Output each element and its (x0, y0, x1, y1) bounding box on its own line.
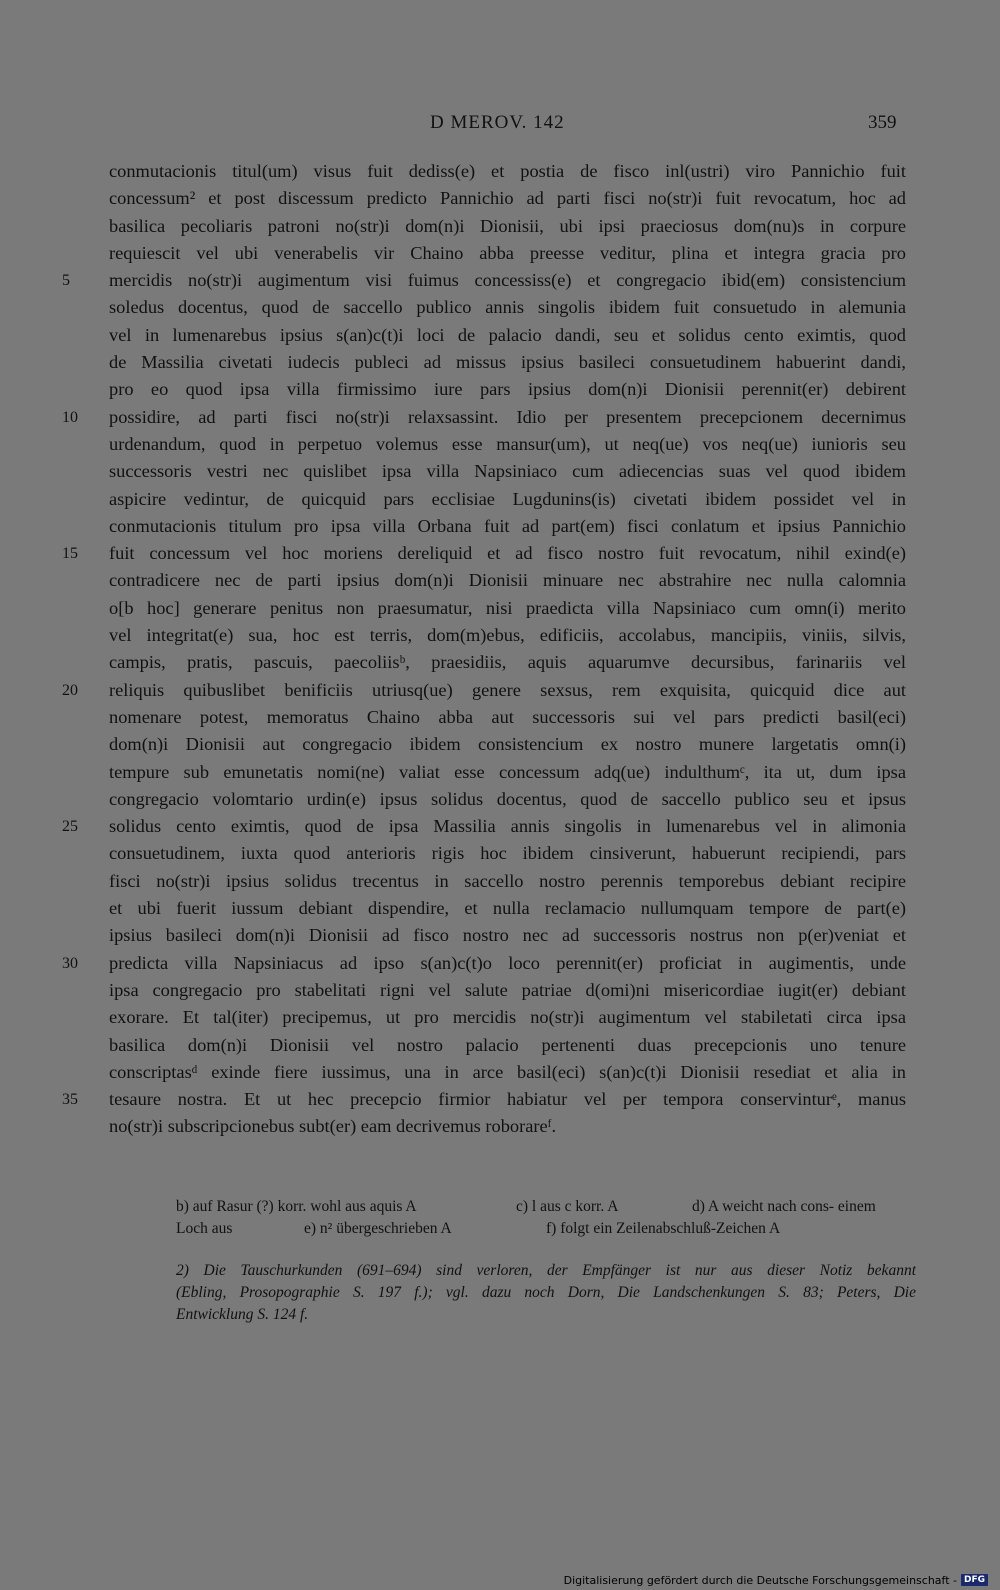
line-text: predicta villa Napsiniacus ad ipso s(an)c(t)o loco perennit(er) proficiat in augimentis, unde (109, 952, 906, 973)
text-line (0, 213, 1000, 240)
text-line (0, 950, 1000, 977)
line-text: nomenare potest, memoratus Chaino abba aut successoris sui vel pars predicti basil(eci) (109, 706, 906, 727)
apparatus-note-b: b) auf Rasur (?) korr. wohl aus aquis A (176, 1198, 417, 1215)
line-number: 30 (62, 954, 78, 972)
line-number: 25 (62, 818, 78, 836)
text-line (0, 759, 1000, 786)
text-line (0, 1113, 1000, 1140)
line-number: 35 (62, 1091, 78, 1109)
line-text: conmutacionis titulum pro ipsa villa Orbana fuit ad part(em) fisci conlatum et ipsius Pannichio (109, 515, 906, 536)
line-text: pro eo quod ipsa villa firmissimo iure pars ipsius dom(n)i Dionisii perennit(er) debirent (109, 379, 906, 400)
text-line (0, 349, 1000, 376)
page-number: 359 (868, 112, 897, 133)
line-text: basilica pecoliaris patroni no(str)i dom(n)i Dionisii, ubi ipsi praeciosus dom(nu)s in corpure (109, 215, 906, 236)
text-line (0, 649, 1000, 676)
line-text: basilica dom(n)i Dionisii vel nostro palacio pertenenti duas precepcionis uno tenure (109, 1034, 906, 1055)
text-line (0, 240, 1000, 267)
line-text: reliquis quibuslibet benificiis utriusq(ue) genere sexsus, rem exquisita, quicquid dice aut (109, 679, 906, 700)
line-text: mercidis no(str)i augimentum visi fuimus concessiss(e) et congregacio ibid(em) consistencium (109, 270, 906, 291)
line-text: no(str)i subscripcionebus subt(er) eam decrivemus roborareᶠ. (109, 1116, 557, 1137)
text-line (0, 458, 1000, 485)
text-line (0, 977, 1000, 1004)
line-text: dom(n)i Dionisii aut congregacio ibidem consistencium ex nostro munere largetatis omn(i) (109, 734, 906, 755)
line-text: tempure sub emunetatis nomi(ne) valiat esse concessum adq(ue) indulthumᶜ, ita ut, dum ipsa (109, 761, 906, 782)
footnote-line: Entwicklung S. 124 f. (176, 1306, 309, 1323)
line-number: 5 (62, 272, 70, 290)
line-text: contradicere nec de parti ipsius dom(n)i Dionisii minuare nec abstrahire nec nulla calomnia (109, 570, 906, 591)
text-line (0, 895, 1000, 922)
text-line (0, 322, 1000, 349)
line-text: tesaure nostra. Et ut hec precepcio firmior habiatur vel per tempora conservinturᵉ, manus (109, 1089, 906, 1110)
text-line (0, 158, 1000, 185)
text-line (0, 840, 1000, 867)
text-line (0, 1059, 1000, 1086)
text-line (0, 185, 1000, 212)
text-line (0, 622, 1000, 649)
line-text: congregacio volomtario urdin(e) ipsus solidus docentus, quod de saccello publico seu et ipsus (109, 788, 906, 809)
running-header (0, 112, 1000, 138)
apparatus-row-2 (176, 1218, 916, 1240)
line-text: soledus docentus, quod de saccello publico annis singolis ibidem fuit consuetudo in alemunia (109, 297, 906, 318)
apparatus-note-d: d) A weicht nach cons- einem (692, 1198, 876, 1215)
footnote (176, 1260, 916, 1326)
text-line (0, 431, 1000, 458)
text-line (0, 813, 1000, 840)
apparatus-note-f: f) folgt ein Zeilenabschluß-Zeichen A (546, 1220, 781, 1237)
text-line (0, 486, 1000, 513)
text-line (0, 294, 1000, 321)
text-line (0, 404, 1000, 431)
text-line (0, 1086, 1000, 1113)
footnote-line: (Ebling, Prosopographie S. 197 f.); vgl. dazu noch Dorn, Die Landschenkungen S. 83; Peters, Die (176, 1284, 916, 1301)
text-line (0, 513, 1000, 540)
text-line (0, 267, 1000, 294)
line-text: urdenandum, quod in perpetuo volemus esse mansur(um), ut neq(ue) vos neq(ue) iunioris seu (109, 433, 906, 454)
line-text: successoris vestri nec quislibet ipsa villa Napsiniaco cum adiecencias suas vel quod ibidem (109, 461, 906, 482)
apparatus-row-1 (176, 1196, 916, 1218)
line-text: concessum² et post discessum predicto Pannichio ad parti fisci no(str)i fuit revocatum, hoc ad (109, 188, 906, 209)
line-text: consuetudinem, iuxta quod anterioris rigis hoc ibidem cinsiverunt, habuerunt recipiendi, pars (109, 843, 906, 864)
text-line (0, 704, 1000, 731)
text-line (0, 922, 1000, 949)
text-line (0, 677, 1000, 704)
line-text: conscriptasᵈ exinde fiere iussimus, una in arce basil(eci) s(an)c(t)i Dionisii resediat et alia in (109, 1061, 906, 1082)
line-text: exorare. Et tal(iter) precipemus, ut pro mercidis no(str)i augimentum vel stabiletati circa ipsa (109, 1007, 906, 1028)
header-title: D MEROV. 142 (430, 112, 565, 133)
text-line (0, 376, 1000, 403)
text-line (0, 731, 1000, 758)
line-text: requiescit vel ubi venerabelis vir Chaino abba preesse veditur, plina et integra gracia pro (109, 242, 906, 263)
text-line (0, 567, 1000, 594)
line-text: vel in lumenarebus ipsius s(an)c(t)i loci de palacio dandi, seu et solidus cento eximtis, quod (109, 324, 906, 345)
digitization-footer (564, 1572, 988, 1588)
text-line (0, 868, 1000, 895)
line-text: possidire, ad parti fisci no(str)i relaxsassint. Idio per presentem precepcionem decernimus (109, 406, 906, 427)
line-text: campis, pratis, pascuis, paecoliisᵇ, praesidiis, aquis aquarumve decursibus, farinariis vel (109, 652, 906, 673)
line-text: o[b hoc] generare penitus non praesumatur, nisi praedicta villa Napsiniaco cum omn(i) merito (109, 597, 906, 618)
text-line (0, 540, 1000, 567)
line-text: conmutacionis titul(um) visus fuit dediss(e) et postia de fisco inl(ustri) viro Pannichio fuit (109, 161, 906, 181)
apparatus-note-c: c) l aus c korr. A (516, 1198, 619, 1215)
line-text: ipsa congregacio pro stabelitati rigni vel salute patriae d(omi)ni misericordiae iugit(er) debiant (109, 979, 906, 1000)
text-line (0, 1004, 1000, 1031)
line-text: de Massilia civetati iudecis publeci ad missus ipsius basileci consuetudinem habuerint dandi, (109, 352, 906, 373)
apparatus-note-e: e) n² übergeschrieben A (304, 1220, 452, 1237)
line-text: aspicire vedintur, de quicquid pars ecclisiae Lugdunins(is) civetati ibidem possidet vel in (109, 488, 906, 509)
line-text: vel integritat(e) sua, hoc est terris, dom(m)ebus, edificiis, accolabus, mancipiis, viniis, silvis, (109, 625, 906, 646)
footnote-line: 2) Die Tauschurkunden (691–694) sind verloren, der Empfänger ist nur aus dieser Notiz bekannt (176, 1262, 916, 1279)
line-number: 15 (62, 545, 78, 563)
line-number: 10 (62, 408, 78, 426)
line-text: fuit concessum vel hoc moriens dereliquid et ad fisco nostro fuit revocatum, nihil exind(e) (109, 543, 906, 564)
line-number: 20 (62, 681, 78, 699)
line-text: fisci no(str)i ipsius solidus trecentus in saccello nostro perennis temporebus debiant recipire (109, 870, 906, 891)
dfg-logo: DFG (961, 1574, 988, 1586)
apparatus-note-d-cont: Loch aus (176, 1220, 233, 1237)
footer-text: Digitalisierung gefördert durch die Deutsche Forschungsgemeinschaft - (563, 1573, 957, 1587)
critical-apparatus (176, 1196, 916, 1240)
line-text: et ubi fuerit iussum debiant dispendire, et nulla reclamacio nullumquam tempore de part(e) (109, 898, 906, 919)
line-text: ipsius basileci dom(n)i Dionisii ad fisco nostro nec ad successoris nostrus non p(er)veniat et (109, 925, 906, 946)
text-line (0, 595, 1000, 622)
text-line (0, 786, 1000, 813)
document-body (0, 158, 1000, 1141)
text-line (0, 1032, 1000, 1059)
line-text: solidus cento eximtis, quod de ipsa Massilia annis singolis in lumenarebus vel in alimonia (109, 816, 906, 837)
